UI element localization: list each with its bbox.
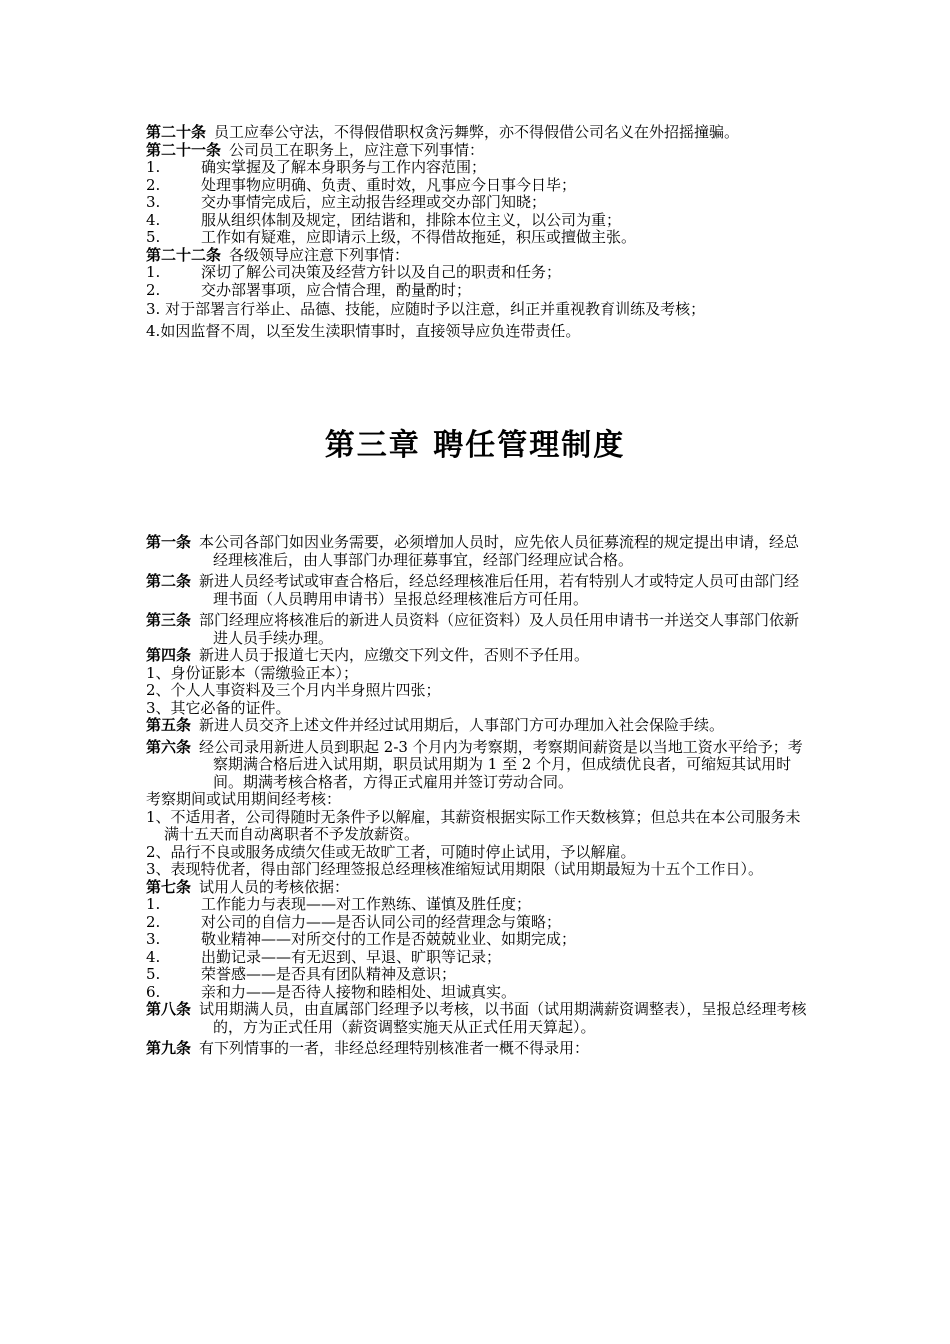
list-item	[146, 896, 810, 914]
list-item	[146, 194, 810, 212]
item-number: 4.	[146, 947, 161, 966]
list-item	[146, 700, 810, 718]
item-text: 不适用者，公司得随时无条件予以解雇，其薪资根据实际工作天数核算；但总共在本公司服务未满十五天而自动离职者不予发放薪资。	[164, 807, 801, 843]
item-text: 荣誉感——是否具有团队精神及意识；	[201, 965, 457, 983]
item-text: 对于部署言行举止、品德、技能，应随时予以注意，纠正并重视教育训练及考核；	[165, 300, 706, 318]
article-9	[146, 1040, 810, 1058]
article-text: 试用人员的考核依据：	[199, 877, 350, 896]
item-number: 3、	[146, 860, 171, 878]
item-number: 3.	[146, 300, 161, 318]
article-text: 部门经理应将核准后的新进人员资料（应征资料）及人员任用申请书一并送交人事部门依新进人员手续办理。	[199, 611, 800, 647]
article-label: 第九条	[146, 1039, 192, 1057]
list-item	[146, 665, 810, 683]
item-number: 1.	[146, 158, 161, 176]
list-item	[146, 844, 810, 862]
article-label: 第二十二条	[146, 245, 222, 264]
article-label: 第八条	[146, 1000, 192, 1018]
item-number: 3、	[146, 698, 171, 717]
item-text: 对公司的自信力——是否认同公司的经营理念与策略；	[201, 912, 562, 931]
section-top	[146, 124, 810, 340]
article-label: 第二十条	[146, 123, 207, 141]
list-item	[146, 984, 810, 1002]
item-number: 5.	[146, 965, 161, 983]
item-text: 身份证影本（需缴验正本）；	[170, 663, 359, 682]
item-text: 确实掌握及了解本身职务与工作内容范围；	[201, 158, 487, 176]
list-item	[146, 264, 810, 282]
article-text: 公司员工在职务上，应注意下列事情：	[229, 140, 485, 159]
article-20	[146, 124, 810, 142]
article-5	[146, 717, 810, 735]
article-text: 本公司各部门如因业务需要，必须增加人员时，应先依人员征募流程的规定提出申请，经总经理核准后，由人事部门办理征募事宜，经部门经理应试合格。	[199, 533, 800, 569]
article-label: 第二十一条	[146, 140, 222, 159]
list-item	[146, 949, 810, 967]
article-22	[146, 247, 810, 265]
list-item	[146, 177, 810, 195]
article-text: 各级领导应注意下列事情：	[229, 245, 410, 264]
list-item	[146, 229, 810, 247]
article-text: 经公司录用新进人员到职起 2-3 个月内为考察期，考察期间薪资是以当地工资水平给予；考察期满合格后进入试用期，职员试用期为 1 至 2 个月，但成绩优良者，可缩短其试用时间。期满考核合格者，方得正式雇用并签订劳动合同。	[199, 737, 803, 791]
article-3	[146, 612, 810, 647]
article-text: 新进人员于报道七天内，应缴交下列文件，否则不予任用。	[199, 646, 590, 664]
list-item	[146, 282, 810, 300]
article-1	[146, 534, 810, 569]
item-text: 表现特优者，得由部门经理签报总经理核准缩短试用期限（试用期最短为十五个工作日）。	[170, 860, 764, 878]
item-number: 2.	[146, 912, 161, 931]
item-number: 2.	[146, 280, 161, 299]
list-item	[146, 966, 810, 984]
article-7	[146, 879, 810, 897]
article-label: 第五条	[146, 716, 192, 734]
item-number: 2、	[146, 842, 171, 861]
item-text: 工作能力与表现——对工作熟练、谨慎及胜任度；	[201, 895, 532, 913]
probation-intro: 考察期间或试用期间经考核：	[146, 790, 342, 808]
item-number: 3.	[146, 193, 161, 211]
list-item	[146, 212, 810, 230]
article-label: 第七条	[146, 877, 192, 896]
article-4	[146, 647, 810, 665]
item-text: 处理事物应明确、负责、重时效，凡事应今日事今日毕；	[201, 175, 577, 194]
item-number: 1、	[146, 807, 171, 826]
item-text: 服从组织体制及规定，团结谐和，排除本位主义，以公司为重；	[201, 210, 622, 229]
list-item	[146, 682, 810, 700]
item-text: 如因监督不周，以至发生渎职情事时，直接领导应负连带责任。	[160, 321, 581, 340]
article-label: 第一条	[146, 533, 192, 551]
article-2	[146, 573, 810, 608]
item-number: 5.	[146, 228, 161, 246]
article-text: 新进人员经考试或审查合格后，经总经理核准后任用，若有特别人才或特定人员可由部门经理书面（人员聘用申请书）呈报总经理核准后方可任用。	[199, 572, 800, 608]
list-item	[146, 809, 810, 844]
article-21	[146, 142, 810, 160]
chapter-title: 第三章 聘任管理制度	[324, 428, 626, 463]
list-item	[146, 301, 810, 319]
article-text: 有下列情事的一者，非经总经理特别核准者一概不得录用：	[199, 1039, 590, 1057]
article-text: 新进人员交齐上述文件并经过试用期后，人事部门方可办理加入社会保险手续。	[199, 716, 725, 734]
item-number: 2、	[146, 681, 171, 699]
list-item	[146, 914, 810, 932]
article-6	[146, 739, 810, 792]
item-text: 深切了解公司决策及经营方针以及自己的职责和任务；	[201, 263, 562, 281]
item-text: 品行不良或服务成绩欠佳或无故旷工者，可随时停止试用，予以解雇。	[170, 842, 636, 861]
item-number: 1.	[146, 263, 161, 281]
list-item	[146, 931, 810, 949]
article-text: 试用期满人员，由直属部门经理予以考核，以书面（试用期满薪资调整表），呈报总经理考核的，方为正式任用（薪资调整实施天从正式任用天算起）。	[199, 1000, 807, 1036]
article-text: 员工应奉公守法，不得假借职权贪污舞弊，亦不得假借公司名义在外招摇撞骗。	[214, 123, 740, 141]
item-text: 工作如有疑难，应即请示上级，不得借故拖延，积压或擅做主张。	[201, 228, 637, 246]
item-number: 4.	[146, 321, 161, 340]
item-number: 4.	[146, 210, 161, 229]
list-item	[146, 861, 810, 879]
chapter-3-body	[146, 534, 810, 1058]
item-number: 1.	[146, 895, 161, 913]
item-text: 敬业精神——对所交付的工作是否兢兢业业、如期完成；	[201, 930, 577, 948]
item-text: 交办事情完成后，应主动报告经理或交办部门知晓；	[201, 193, 547, 211]
item-number: 3.	[146, 930, 161, 948]
item-text: 其它必备的证件。	[170, 698, 291, 717]
article-8	[146, 1001, 810, 1036]
item-text: 交办部署事项，应合情合理，酌量酌时；	[201, 280, 472, 299]
list-item	[146, 159, 810, 177]
item-number: 6.	[146, 982, 161, 1001]
item-number: 2.	[146, 175, 161, 194]
article-label: 第二条	[146, 572, 192, 590]
item-number: 1、	[146, 663, 171, 682]
article-label: 第三条	[146, 611, 192, 629]
list-item	[146, 323, 810, 341]
item-text: 出勤记录——有无迟到、早退、旷职等记录；	[201, 947, 502, 966]
article-label: 第四条	[146, 646, 192, 664]
item-text: 亲和力——是否待人接物和睦相处、坦诚真实。	[201, 982, 517, 1001]
item-text: 个人人事资料及三个月内半身照片四张；	[170, 681, 441, 699]
article-label: 第六条	[146, 737, 192, 756]
